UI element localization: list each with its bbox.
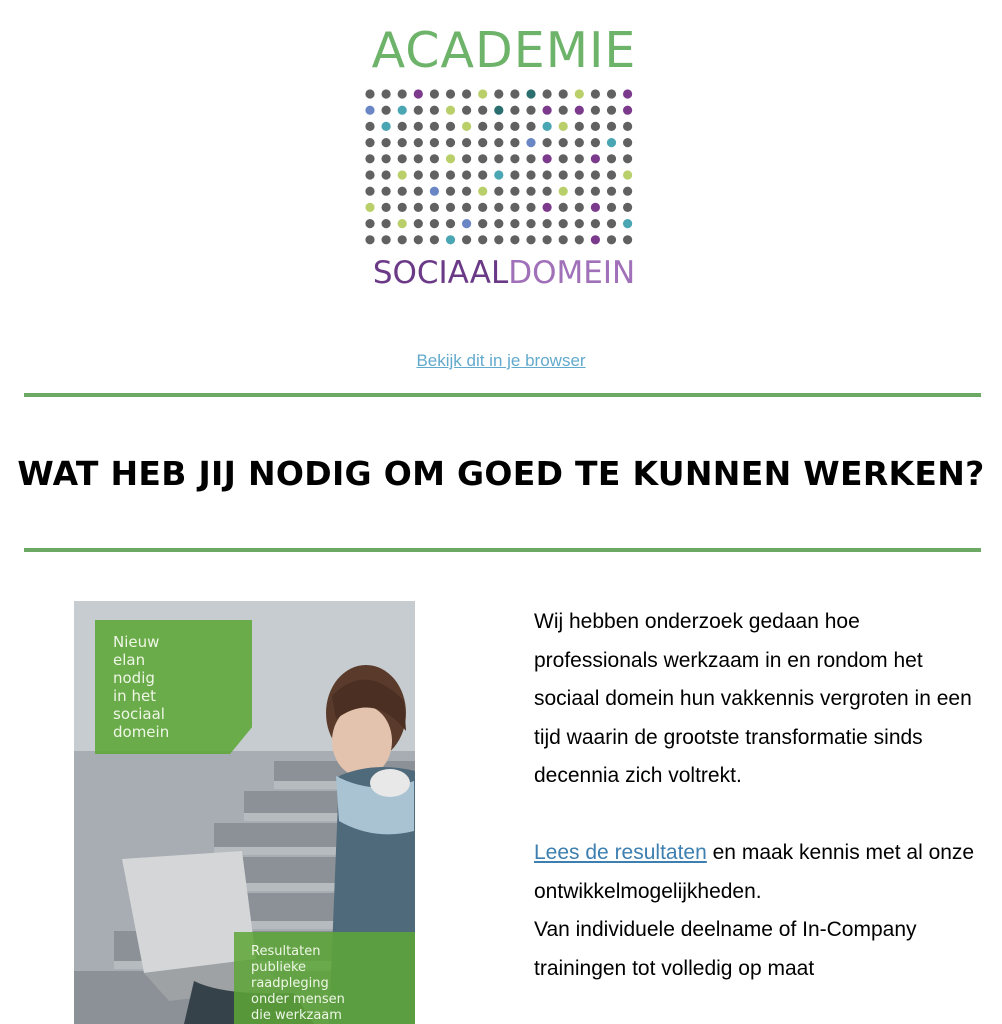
logo-dot — [462, 122, 471, 131]
logo-dot — [559, 106, 568, 115]
logo-dot — [398, 138, 407, 147]
logo-dot — [365, 187, 374, 196]
view-in-browser-link[interactable]: Bekijk dit in je browser — [416, 351, 586, 370]
logo-dot — [510, 235, 519, 244]
logo-dot — [365, 122, 374, 131]
logo-dot — [559, 203, 568, 212]
logo-dot — [365, 203, 374, 212]
logo-dot — [414, 235, 423, 244]
logo-dot — [543, 170, 552, 179]
logo-dot — [382, 235, 391, 244]
logo-dot — [414, 170, 423, 179]
intro-paragraph-2-text: en maak kennis met al onze ontwikkelmogelijkheden. — [534, 841, 975, 903]
logo-dot — [559, 187, 568, 196]
logo-dot — [607, 187, 616, 196]
logo-dot — [543, 219, 552, 228]
logo-dot — [607, 219, 616, 228]
logo-dot — [559, 122, 568, 131]
logo-dot — [623, 154, 632, 163]
logo-dot — [623, 122, 632, 131]
intro-paragraph-3: Van individuele deelname of In-Company trainingen tot volledig op maat — [534, 918, 917, 980]
logo-dot — [494, 187, 503, 196]
logo-dot — [543, 89, 552, 98]
logo-dot — [462, 187, 471, 196]
logo-dot — [526, 106, 535, 115]
logo-dot — [591, 219, 600, 228]
logo-dot — [510, 154, 519, 163]
logo-dot — [478, 138, 487, 147]
logo-dot — [607, 154, 616, 163]
logo-dot — [462, 154, 471, 163]
logo-dot — [526, 138, 535, 147]
logo-dot — [575, 235, 584, 244]
logo-dot — [446, 187, 455, 196]
logo-dot — [398, 219, 407, 228]
logo-dot — [559, 89, 568, 98]
logo-dot — [575, 170, 584, 179]
logo-dot — [607, 122, 616, 131]
logo-dot — [591, 235, 600, 244]
logo-dot — [462, 170, 471, 179]
intro-paragraph-2 — [534, 834, 984, 911]
logo-dot — [575, 154, 584, 163]
logo-dot — [446, 170, 455, 179]
logo-dot — [559, 219, 568, 228]
logo-dot — [446, 138, 455, 147]
logo-dot — [559, 154, 568, 163]
logo-wordmark-bottom — [362, 255, 646, 291]
logo-dot — [607, 170, 616, 179]
logo-dot — [382, 138, 391, 147]
logo-dot — [591, 203, 600, 212]
logo-dot — [462, 138, 471, 147]
logo-dot — [430, 235, 439, 244]
logo-dot — [510, 170, 519, 179]
logo-dot — [430, 170, 439, 179]
logo-dot — [543, 235, 552, 244]
logo-dot — [543, 187, 552, 196]
logo-dot — [510, 219, 519, 228]
logo-dot — [478, 154, 487, 163]
logo-dot — [382, 187, 391, 196]
logo-dot — [365, 154, 374, 163]
logo-dot — [382, 203, 391, 212]
intro-paragraph-1: Wij hebben onderzoek gedaan hoe professionals werkzaam in en rondom het sociaal domein hun vakkennis vergroten in een tijd waarin de grootste transformatie sinds decennia zich voltrekt. — [534, 610, 972, 787]
logo-dot — [414, 187, 423, 196]
logo-dot — [607, 203, 616, 212]
logo-dot — [494, 235, 503, 244]
logo-dot — [430, 187, 439, 196]
logo-dot — [462, 89, 471, 98]
cover-title: Nieuw elan nodig in het sociaal domein — [113, 633, 170, 741]
logo-dot — [365, 89, 374, 98]
logo-dot — [382, 122, 391, 131]
logo-dot — [430, 154, 439, 163]
logo-dot — [478, 235, 487, 244]
logo-dot — [607, 138, 616, 147]
logo-dot — [510, 106, 519, 115]
logo-dot — [623, 89, 632, 98]
logo-dot — [414, 122, 423, 131]
logo-dot — [478, 203, 487, 212]
logo-dot — [543, 106, 552, 115]
logo-dot — [526, 187, 535, 196]
logo-dot — [494, 138, 503, 147]
page-headline: WAT HEB JIJ NODIG OM GOED TE KUNNEN WERKEN? — [17, 454, 985, 493]
logo-dot — [575, 187, 584, 196]
academie-sociaal-domein-logo — [0, 0, 1002, 300]
logo-dot — [462, 219, 471, 228]
logo-dot — [398, 106, 407, 115]
logo-dot — [365, 138, 374, 147]
logo-dot — [575, 106, 584, 115]
logo-dot — [591, 187, 600, 196]
logo-dot — [494, 170, 503, 179]
logo-dot — [575, 219, 584, 228]
logo-dot — [543, 203, 552, 212]
logo-dot — [414, 106, 423, 115]
logo-dot — [478, 187, 487, 196]
logo-dot — [591, 106, 600, 115]
logo-dot — [494, 122, 503, 131]
logo-dot — [526, 170, 535, 179]
logo-dot — [591, 138, 600, 147]
logo-dot — [446, 154, 455, 163]
logo-dot — [510, 187, 519, 196]
paragraph-spacer — [534, 796, 984, 835]
logo-dot — [623, 106, 632, 115]
logo-dot — [607, 106, 616, 115]
logo-dot — [526, 89, 535, 98]
logo-dot — [591, 122, 600, 131]
logo-dot — [543, 138, 552, 147]
logo-dot — [607, 89, 616, 98]
logo-dot — [510, 138, 519, 147]
logo-dot — [365, 219, 374, 228]
logo-dot — [575, 122, 584, 131]
logo-dot — [365, 106, 374, 115]
logo-dot — [398, 89, 407, 98]
logo-dot — [398, 235, 407, 244]
logo-dot — [494, 219, 503, 228]
logo-dot — [398, 170, 407, 179]
logo-dot — [526, 122, 535, 131]
logo-dot — [526, 154, 535, 163]
logo-dot — [414, 203, 423, 212]
logo-dot — [365, 235, 374, 244]
logo-dot — [591, 154, 600, 163]
logo-dot — [623, 187, 632, 196]
logo-dot-grid — [362, 88, 650, 248]
logo-dot — [430, 106, 439, 115]
report-cover-image[interactable] — [74, 601, 415, 1024]
logo-dot — [623, 203, 632, 212]
logo-dot — [414, 219, 423, 228]
logo-dot — [446, 203, 455, 212]
logo-dot — [430, 89, 439, 98]
logo-dot — [494, 203, 503, 212]
logo-dot — [446, 106, 455, 115]
logo-dot — [365, 170, 374, 179]
bottom-divider — [24, 548, 981, 552]
logo-dot — [382, 106, 391, 115]
logo-dot — [575, 203, 584, 212]
logo-dot — [446, 89, 455, 98]
logo-dot — [382, 170, 391, 179]
logo-dot — [414, 89, 423, 98]
logo-dot — [478, 219, 487, 228]
logo-wordmark-sociaal: SOCIAAL — [372, 255, 509, 291]
logo-dot — [446, 122, 455, 131]
logo-dot — [591, 89, 600, 98]
top-divider — [24, 393, 981, 397]
logo-dot — [623, 138, 632, 147]
logo-dot — [543, 154, 552, 163]
logo-dot — [446, 235, 455, 244]
intro-text — [534, 603, 984, 988]
logo-dot — [559, 235, 568, 244]
logo-dot — [430, 122, 439, 131]
logo-dot — [526, 203, 535, 212]
logo-dot — [559, 170, 568, 179]
logo-dot — [430, 138, 439, 147]
cover-subtitle: Resultaten publieke raadpleging onder mensen die werkzaam — [251, 944, 345, 1023]
logo-dot — [575, 138, 584, 147]
logo-dot — [559, 138, 568, 147]
logo-dot — [494, 106, 503, 115]
logo-dot — [398, 187, 407, 196]
logo-dot — [462, 235, 471, 244]
logo-dot — [478, 106, 487, 115]
logo-dot — [398, 154, 407, 163]
logo-dot — [446, 219, 455, 228]
logo-dot — [494, 89, 503, 98]
logo-dot — [510, 122, 519, 131]
logo-dot — [623, 235, 632, 244]
logo-dot — [575, 89, 584, 98]
logo-dot — [623, 219, 632, 228]
logo-dot — [607, 235, 616, 244]
logo-dot — [430, 219, 439, 228]
logo-dot — [543, 122, 552, 131]
logo-dot — [510, 203, 519, 212]
logo-dot — [478, 170, 487, 179]
logo-dot — [462, 106, 471, 115]
logo-dot — [398, 122, 407, 131]
logo-dot — [591, 170, 600, 179]
logo-dot — [430, 203, 439, 212]
logo-dot — [382, 219, 391, 228]
logo-wordmark-domein: DOMEIN — [508, 255, 636, 291]
logo-dot — [462, 203, 471, 212]
logo-dot — [414, 154, 423, 163]
logo-dot — [494, 154, 503, 163]
logo-dot — [526, 219, 535, 228]
logo-dot — [382, 154, 391, 163]
logo-dot — [510, 89, 519, 98]
logo-wordmark-top: ACADEMIE — [371, 22, 637, 79]
logo-dot — [478, 89, 487, 98]
logo-dot — [414, 138, 423, 147]
logo-dot — [526, 235, 535, 244]
logo-dot — [398, 203, 407, 212]
logo-dot — [478, 122, 487, 131]
logo-dot — [623, 170, 632, 179]
logo-dot — [382, 89, 391, 98]
read-results-link[interactable]: Lees de resultaten — [534, 841, 707, 864]
